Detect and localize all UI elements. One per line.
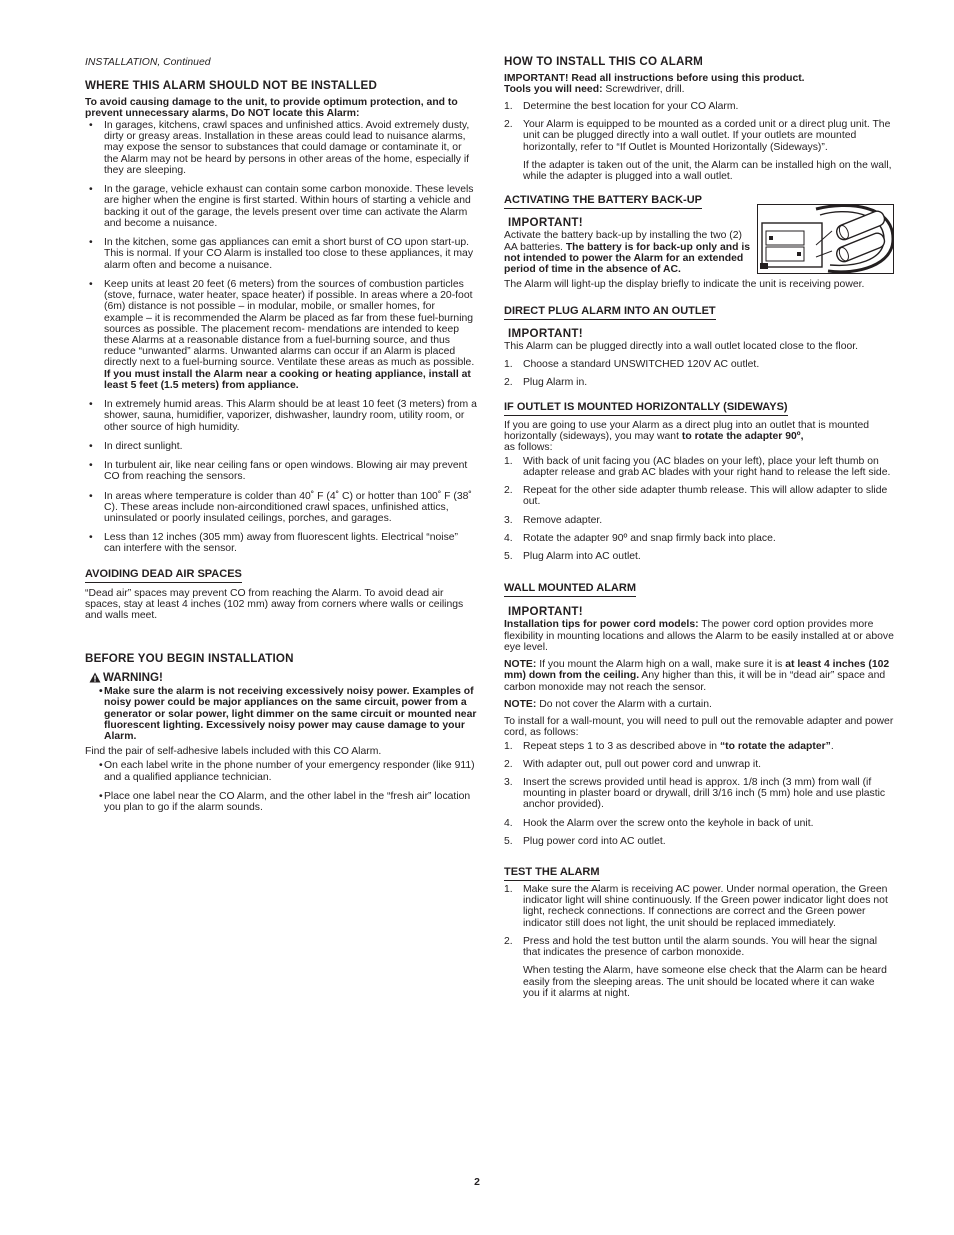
list-item: 3. Remove adapter.	[504, 514, 603, 526]
item-bold-text: If you must install the Alarm near a cooking or heating appliance, install at least 5 feet (1.5 meters) from appliance.	[104, 368, 471, 391]
steps-list	[504, 884, 894, 999]
running-head: INSTALLATION, Continued	[85, 57, 211, 68]
section-wall-mounted	[504, 583, 894, 854]
tools-line: Tools you will need: Screwdriver, drill.	[504, 83, 685, 95]
intro-text: If you are going to use your Alarm as a direct plug into an outlet that is mounted horizontally (sideways), you may want to rotate the adapter 90º, as follows:	[504, 419, 870, 454]
intro-text: To avoid causing damage to the unit, to provide optimum protection, and to prevent unnecessary alarms, Do NOT locate this Alarm:	[85, 96, 458, 119]
section-title: TEST THE ALARM	[504, 867, 600, 881]
section-title: BEFORE YOU BEGIN INSTALLATION	[85, 652, 294, 665]
steps-list	[504, 456, 894, 563]
list-item: 2. Press and hold the test button until the alarm sounds. You will hear the signal that indicates the presence of carbon monoxide. When testing the Alarm, have someone else check that the Alarm can be heard easily from the sleeping areas. The unit should be located where it can wake you if it alarms at night.	[504, 936, 894, 999]
list-item: 3. Insert the screws provided until head is approx. 1/8 inch (3 mm) from wall (if mounting in plaster board or drywall, drill 3/16 inch (5 mm) hole and use plastic anchor provided).	[504, 776, 886, 811]
list-item: 1. Make sure the Alarm is receiving AC power. Under normal operation, the Green indicator light will shine continuously. If the Green power indicator light does not light, recheck connections. If connections are correct and the Green power indicator still does not light, the unit should be replaced immediately.	[504, 883, 888, 929]
section-how-to-install	[504, 56, 894, 189]
section-horizontal-outlet	[504, 402, 894, 569]
section-title: HOW TO INSTALL THIS CO ALARM	[504, 55, 704, 68]
important-label: IMPORTANT!	[508, 604, 583, 618]
list-item: 5. Plug Alarm into AC outlet.	[504, 550, 641, 562]
list-item: • In the garage, vehicle exhaust can contain some carbon monoxide. These levels are higher when the engine is first started. Within hours of starting a vehicle and backing it out of the garage, the levels present over time can activate the Alarm and become a nuisance.	[85, 184, 477, 229]
section-title: WHERE THIS ALARM SHOULD NOT BE INSTALLED	[85, 79, 378, 92]
section-battery	[504, 195, 894, 291]
list-item: 1. Determine the best location for your CO Alarm.	[504, 100, 739, 112]
list-item: 1. Choose a standard UNSWITCHED 120V AC outlet.	[504, 358, 760, 370]
important-line: IMPORTANT! Read all instructions before using this product.	[504, 72, 805, 84]
list-item	[85, 279, 477, 391]
section-title: IF OUTLET IS MOUNTED HORIZONTALLY (SIDEWAYS)	[504, 402, 788, 416]
list-item: 2. Your Alarm is equipped to be mounted as a corded unit or a direct plug unit. The unit can be plugged directly into a wall outlet. If your outlets are mounted horizontally, refer to “If Outlet is Mounted Horizontally (Sideways)”. If the adapter is taken out of the unit, the Alarm can be installed high on the wall, while the adapter is plugged into a wall outlet.	[504, 119, 894, 182]
intro-text: To install for a wall-mount, you will need to pull out the removable adapter and power cord, as follows:	[504, 716, 894, 739]
steps-list	[504, 741, 894, 848]
list-item: 4. Hook the Alarm over the screw onto the keyhole in back of unit.	[504, 817, 814, 829]
section-title: WALL MOUNTED ALARM	[504, 583, 636, 597]
section-title: AVOIDING DEAD AIR SPACES	[85, 569, 242, 583]
display-note: The Alarm will light-up the display briefly to indicate the unit is receiving power.	[504, 279, 865, 291]
body-text: Activate the battery back-up by installing the two (2) AA batteries. The battery is for back-up only and is not intended to power the Alarm for an extended period of time in the absence of AC.	[504, 230, 750, 276]
battery-illustration	[757, 204, 894, 274]
labels-intro: Find the pair of self-adhesive labels included with this CO Alarm.	[85, 746, 382, 758]
list-item: • Place one label near the CO Alarm, and the other label in the “fresh air” location you plan to go if the alarm sounds.	[95, 791, 477, 813]
page-number: 2	[474, 1177, 480, 1188]
list-item: • In direct sunlight.	[85, 441, 477, 452]
step-note: If the adapter is taken out of the unit, the Alarm can be installed high on the wall, while the adapter is plugged into a wall outlet.	[523, 159, 892, 183]
section-title: DIRECT PLUG ALARM INTO AN OUTLET	[504, 306, 716, 320]
list-item: 2. Plug Alarm in.	[504, 376, 588, 388]
section-test-alarm	[504, 867, 894, 1006]
section-direct-plug	[504, 306, 894, 395]
list-item: • In garages, kitchens, crawl spaces and unfinished attics. Avoid extremely dusty, dirty or greasy areas. Installation in these areas could lead to nuisance alarms, may expose the sensor to substances that could damage or contaminate it, or the Alarm may not be heard by persons in other areas of the home, especially if they are sleeping.	[85, 120, 477, 176]
steps-list	[504, 359, 894, 388]
step-note: When testing the Alarm, have someone else check that the Alarm can be heard easily from the sleeping areas. The unit should be located where it can wake you if it alarms at night.	[523, 965, 887, 999]
steps-list	[504, 101, 894, 182]
list-item: • In turbulent air, like near ceiling fans or open windows. Blowing air may prevent CO from reaching the sensors.	[85, 460, 477, 482]
important-label: IMPORTANT!	[508, 326, 583, 340]
body-text: This Alarm can be plugged directly into a wall outlet located close to the floor.	[504, 341, 859, 353]
note-text: NOTE: Do not cover the Alarm with a curtain.	[504, 698, 712, 710]
list-item: 5. Plug power cord into AC outlet.	[504, 835, 666, 847]
section-not-installed	[85, 80, 477, 563]
battery-text-block	[504, 217, 750, 275]
important-label: IMPORTANT!	[508, 215, 583, 229]
list-item: • In areas where temperature is colder than 40˚ F (4˚ C) or hotter than 100˚ F (38˚ C). These areas include non-airconditioned crawl spaces, unfinished attics, uninsulated or poorly insulated ceilings, porches, and garages.	[85, 491, 477, 525]
section-before-install	[85, 653, 477, 821]
list-item: 1. With back of unit facing you (AC blades on your left), place your left thumb on adapter release and grab AC blades with your right hand to release the left side.	[504, 455, 891, 478]
warning-label: WARNING!	[89, 672, 477, 685]
warning-icon	[89, 672, 101, 683]
list-item: • On each label write in the phone number of your emergency responder (like 911) and a qualified appliance technician.	[95, 760, 477, 782]
list-item: 4. Rotate the adapter 90º and snap firmly back into place.	[504, 532, 776, 544]
list-item: • In the kitchen, some gas appliances can emit a short burst of CO upon start-up. This is normal. If your CO Alarm is installed too close to these appliances, it may alarm often and become a nuisance.	[85, 237, 477, 271]
section-dead-air	[85, 569, 477, 622]
list-item: • In extremely humid areas. This Alarm should be at least 10 feet (3 meters) from a shower, sauna, humidifier, vaporizer, dishwasher, laundry room, utility room, or other source of high humidity.	[85, 399, 477, 433]
list-item: 2. Repeat for the other side adapter thumb release. This will allow adapter to slide out.	[504, 485, 888, 508]
section-title: ACTIVATING THE BATTERY BACK-UP	[504, 195, 702, 209]
warning-list	[95, 686, 477, 742]
list-item: 2. With adapter out, pull out power cord and unwrap it.	[504, 758, 761, 770]
list-item: • Less than 12 inches (305 mm) away from fluorescent lights. Electrical “noise” can interfere with the sensor.	[85, 532, 477, 554]
item-text: Keep units at least 20 feet (6 meters) from the sources of combustion particles (stove, furnace, water heater, space heater) if possible. In areas where a 20-foot (6m) distance is not possible – in modular, mobile, or smaller homes, for example – it is recommended the Alarm be placed as far from these fuel-burning sources as possible. The placement recom- mendations are intended to keep these Alarms at a reasonable distance from a fuel-burning source, and thus reduce “unwanted” alarms. Unwanted alarms can occur if an Alarm is placed directly next to a fuel-burning source. Ventilate these areas as much as possible.	[104, 278, 475, 369]
tips-text: Installation tips for power cord models: The power cord option provides more flexibility in mounting locations and allows the Alarm to be easily installed at or above eye level.	[504, 619, 894, 653]
bullet-list	[85, 120, 477, 555]
warning-text: • Make sure the alarm is not receiving excessively noisy power. Examples of noisy power could be major appliances on the same circuit, power from a generator or solar power, light dimmer on the same circuit or mounted near fluorescent lighting. Excessively noisy power may cause damage to your Alarm.	[95, 686, 477, 742]
list-item: 1. Repeat steps 1 to 3 as described above in “to rotate the adapter”.	[504, 740, 834, 752]
labels-list	[95, 760, 477, 813]
body-text: “Dead air” spaces may prevent CO from reaching the Alarm. To avoid dead air spaces, stay at least 4 inches (102 mm) away from corners where walls or ceilings and walls meet.	[85, 587, 464, 622]
note-text: NOTE: If you mount the Alarm high on a wall, make sure it is at least 4 inches (102 mm) down from the ceiling. Any higher than this, it will be in “dead air” space and carbon monoxide may not reach the sensor.	[504, 659, 890, 693]
